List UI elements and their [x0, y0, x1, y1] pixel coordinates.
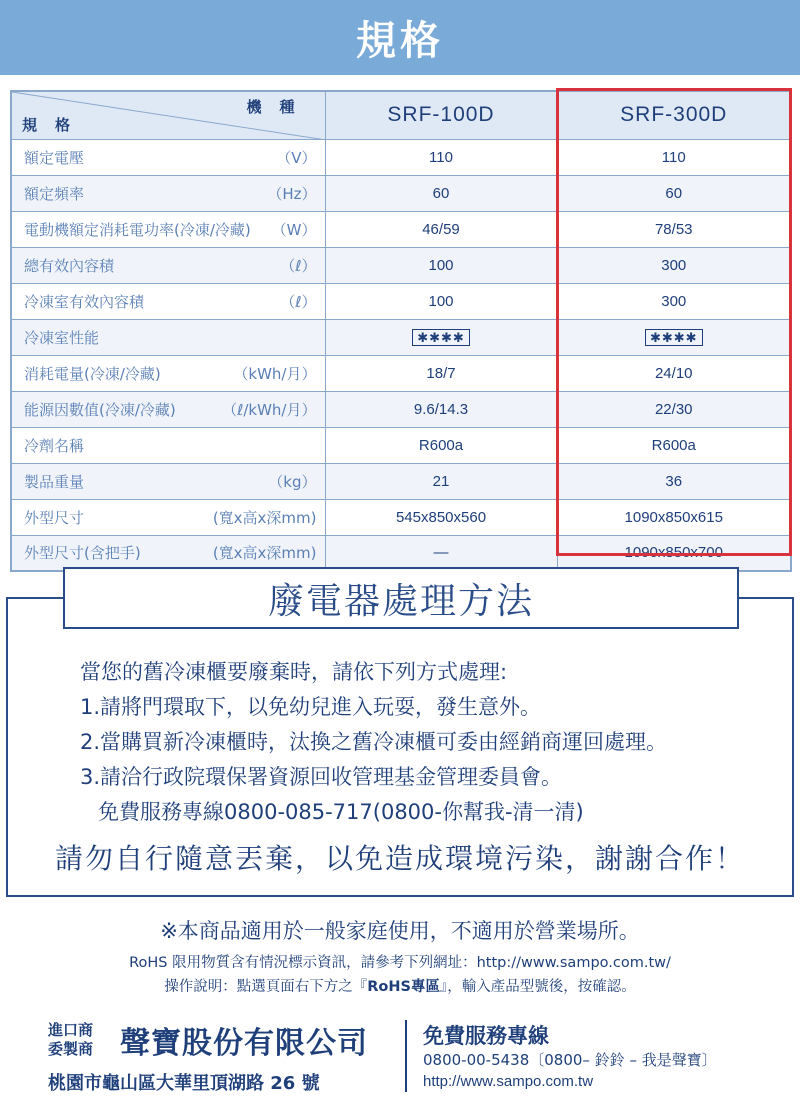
footer-address: 桃園市龜山區大華里頂湖路 26 號 [48, 1073, 320, 1094]
footer-website-link[interactable]: http://www.sampo.com.tw [423, 1073, 594, 1090]
spec-row [11, 499, 791, 535]
corner-label-spec: 規格 [22, 115, 89, 134]
disposal-hotline: 免費服務專線0800-085-717(0800-你幫我-清一清) [98, 800, 584, 824]
spec-value-text: 36 [665, 472, 683, 490]
spec-row [11, 211, 791, 247]
spec-value-text: 300 [661, 292, 687, 310]
corner-label-model: 機種 [246, 98, 313, 116]
spec-row [11, 283, 791, 319]
spec-value-text: 21 [432, 472, 450, 490]
model-header-srf-300d: SRF-300D [557, 91, 791, 139]
spec-value-text: 1090x850x615 [624, 508, 723, 526]
spec-row-label-cell [11, 535, 325, 571]
spec-row-label-cell [11, 175, 325, 211]
spec-row-label-cell [11, 391, 325, 427]
disposal-step-3: 3.請洽行政院環保署資源回收管理基金管理委員會。 [80, 765, 563, 789]
spec-label: 能源因數值(冷凍/冷藏) [24, 400, 176, 419]
rohs-note [0, 951, 800, 999]
spec-unit: （kg） [268, 472, 317, 491]
spec-value-text: 22/30 [654, 400, 693, 418]
spec-value-srf-300d [557, 175, 791, 211]
spec-unit: （Hz） [267, 184, 317, 203]
rohs-note-suffix: 』，輸入產品型號後，按確認。 [439, 979, 636, 995]
spec-value-srf-100d [325, 175, 557, 211]
spec-value-text: 545x850x560 [395, 508, 487, 526]
table-corner-cell [11, 91, 325, 139]
spec-row [11, 463, 791, 499]
footer-role-importer: 進口商 [48, 1021, 94, 1039]
spec-row [11, 139, 791, 175]
spec-value-srf-100d [325, 211, 557, 247]
spec-unit: （ℓ/kWh/月） [222, 400, 317, 419]
spec-value-text: 100 [428, 256, 454, 274]
disposal-warning: 請勿自行隨意丟棄，以免造成環境污染，謝謝合作！ [54, 842, 745, 875]
spec-table-header [11, 91, 791, 139]
spec-value-srf-300d [557, 211, 791, 247]
spec-label: 冷凍室性能 [24, 328, 100, 347]
spec-unit: (寬x高x深mm) [212, 508, 317, 527]
spec-value-text: 46/59 [422, 220, 460, 238]
spec-value-text: 60 [665, 184, 683, 202]
spec-row-label-cell [11, 211, 325, 247]
spec-label: 電動機額定消耗電功率(冷凍/冷藏) [24, 220, 251, 239]
model-header-srf-100d: SRF-100D [325, 91, 557, 139]
spec-value-text: 110 [429, 148, 453, 166]
spec-row [11, 247, 791, 283]
spec-unit: （V） [276, 148, 317, 167]
spec-row [11, 391, 791, 427]
spec-row-label-cell [11, 247, 325, 283]
spec-value-text: R600a [651, 436, 696, 454]
spec-row-label-cell [11, 463, 325, 499]
spec-value-srf-300d [557, 427, 791, 463]
usage-note: ※本商品適用於一般家庭使用，不適用於營業場所。 [160, 919, 640, 943]
freezer-star-rating-icon: ✱✱✱✱ [645, 329, 703, 346]
spec-value-text: R600a [418, 436, 464, 454]
rohs-note-zone: RoHS專區 [367, 979, 440, 995]
spec-value-srf-300d [557, 499, 791, 535]
spec-value-srf-300d [557, 319, 791, 355]
spec-value-text: 9.6/14.3 [413, 400, 469, 418]
footer-divider [405, 1020, 407, 1092]
disposal-step-1: 1.請將門環取下，以免幼兒進入玩耍，發生意外。 [80, 695, 542, 719]
spec-value-srf-100d [325, 427, 557, 463]
spec-row-label-cell [11, 139, 325, 175]
spec-value-srf-100d [325, 139, 557, 175]
spec-row-label-cell [11, 499, 325, 535]
spec-value-srf-100d [325, 355, 557, 391]
spec-label: 冷劑名稱 [24, 436, 85, 455]
spec-unit: （W） [271, 220, 317, 239]
spec-value-srf-300d [557, 535, 791, 571]
spec-value-srf-100d [325, 535, 557, 571]
spec-label: 總有效內容積 [24, 256, 115, 275]
spec-value-srf-300d [557, 247, 791, 283]
spec-value-srf-300d [557, 463, 791, 499]
spec-row-label-cell [11, 355, 325, 391]
disposal-title: 廢電器處理方法 [63, 567, 739, 629]
spec-row-label-cell [11, 427, 325, 463]
spec-unit: (寬x高x深mm) [212, 544, 317, 563]
spec-value-srf-300d [557, 283, 791, 319]
spec-value-srf-300d [557, 391, 791, 427]
spec-row-label-cell [11, 319, 325, 355]
spec-value-srf-100d [325, 391, 557, 427]
spec-value-text: 1090x850x700 [624, 544, 723, 562]
spec-row [11, 175, 791, 211]
spec-value-text: 110 [661, 148, 686, 166]
rohs-note-prefix: 操作說明：點選頁面右下方之『 [164, 979, 368, 995]
spec-value-srf-100d [325, 499, 557, 535]
disposal-intro: 當您的舊冷凍櫃要廢棄時，請依下列方式處理: [80, 660, 508, 684]
rohs-note-line-2 [0, 975, 800, 999]
spec-row [11, 319, 791, 355]
footer-hotline-title: 免費服務專線 [423, 1024, 549, 1048]
spec-value-text: 60 [432, 184, 450, 202]
footer-role [48, 1021, 118, 1059]
page-title-bar [0, 0, 800, 75]
spec-value-srf-300d [557, 355, 791, 391]
spec-unit: （kWh/月） [233, 364, 317, 383]
footer-hotline-number: 0800-00-5438〔0800– 鈴鈴 – 我是聲寶〕 [423, 1051, 717, 1069]
footer-role-manufacturer: 委製商 [48, 1040, 94, 1058]
spec-value-text: 78/53 [654, 220, 693, 238]
spec-row [11, 535, 791, 571]
spec-label: 外型尺寸(含把手) [24, 544, 141, 563]
spec-label: 消耗電量(冷凍/冷藏) [24, 364, 161, 383]
spec-value-text: 100 [428, 292, 454, 310]
footer-company-name: 聲寶股份有限公司 [120, 1026, 368, 1061]
spec-row-label-cell [11, 283, 325, 319]
spec-label: 外型尺寸 [24, 508, 85, 527]
spec-row [11, 355, 791, 391]
spec-label: 製品重量 [24, 472, 85, 491]
spec-value-text: 18/7 [426, 364, 456, 382]
spec-value-srf-300d [557, 139, 791, 175]
spec-value-srf-100d [325, 463, 557, 499]
disposal-step-2: 2.當購買新冷凍櫃時，汰換之舊冷凍櫃可委由經銷商運回處理。 [80, 730, 668, 754]
spec-unit: （ℓ） [280, 256, 317, 275]
disposal-instructions [80, 655, 780, 830]
spec-value-text: — [433, 544, 449, 562]
spec-value-srf-100d [325, 283, 557, 319]
spec-label: 額定頻率 [24, 184, 85, 203]
spec-value-text: 300 [661, 256, 687, 274]
spec-row [11, 427, 791, 463]
page-title: 規格 [356, 18, 444, 64]
spec-label: 額定電壓 [24, 148, 85, 167]
spec-unit: （ℓ） [280, 292, 317, 311]
freezer-star-rating-icon: ✱✱✱✱ [412, 329, 470, 346]
spec-value-srf-100d [325, 247, 557, 283]
spec-table [10, 90, 792, 572]
spec-value-text: 24/10 [654, 364, 693, 382]
rohs-note-line-1: RoHS 限用物質含有情況標示資訊，請參考下列網址：http://www.sampo.com.tw/ [129, 955, 671, 971]
spec-label: 冷凍室有效內容積 [24, 292, 145, 311]
spec-value-srf-100d [325, 319, 557, 355]
